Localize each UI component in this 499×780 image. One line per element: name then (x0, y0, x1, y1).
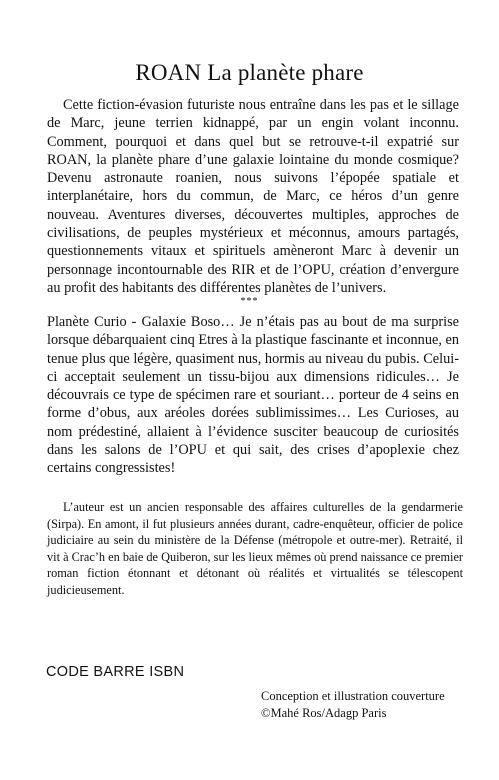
book-title: ROAN La planète phare (135, 60, 364, 85)
credit-line-1: Conception et illustration couverture (261, 689, 445, 703)
isbn-barcode-placeholder: CODE BARRE ISBN (46, 664, 185, 680)
credit-line-2: ©Mahé Ros/Adagp Paris (261, 705, 387, 720)
author-bio: L’auteur est un ancien responsable des affaires culturelles de la gendarmerie (Sirpa). En amont, il fut plusieurs années durant, cadre-enquêteur, officier de police judiciaire au sein du ministère de la Défense (métropole et outre-mer). Retraité, il vit à Crac’h en baie de Quiberon, sur les lieux mêmes où prend naissance ce premier roman fiction étonnant et détonant où réalités et virtualités se télescopent judicieusement. (47, 500, 463, 597)
section-separator: *** (240, 296, 259, 307)
blurb-paragraph-1: Cette fiction-évasion futuriste nous entraîne dans les pas et le sillage de Marc, jeune terrien kidnappé, par un engin volant inconnu. Comment, pourquoi et dans quel but se retrouve-t-il expatrié sur ROAN, la planète phare d’une galaxie lointaine du monde cosmique? Devenu astronaute roanien, nous suivons l’épopée spatiale et interplanétaire, hors du commun, de Marc, ce héros d’un genre nouveau. Aventures diverses, découvertes multiples, approches de civilisations, de peuples mystérieux et méconnus, amours partagés, questionnements vitaux et spirituels amèneront Marc à devenir un personnage incontournable des RIR et de l’OPU, création d’envergure au profit des habitants des différentes planètes de l’univers. (47, 97, 459, 296)
cover-credits (261, 688, 445, 721)
blurb-paragraph-2: Planète Curio - Galaxie Boso… Je n’étais pas au bout de ma surprise lorsque débarquaient cinq Etres à la plastique fascinante et inconnue, en tenue plus que légère, quasiment nus, hormis au niveau du pubis. Celui-ci acceptait seulement un tissu-bijou aux dimensions ridicules… Je découvrais ce type de spécimen rare et souriant… porteur de 4 seins en forme d’obus, aux aréoles dorées sublimissimes… Les Curioses, au nom prédestiné, allaient à l’évidence susciter beaucoup de curiosités dans les salons de l’OPU et qui sait, des crises d’apoplexie chez certains congressistes! (47, 314, 459, 477)
